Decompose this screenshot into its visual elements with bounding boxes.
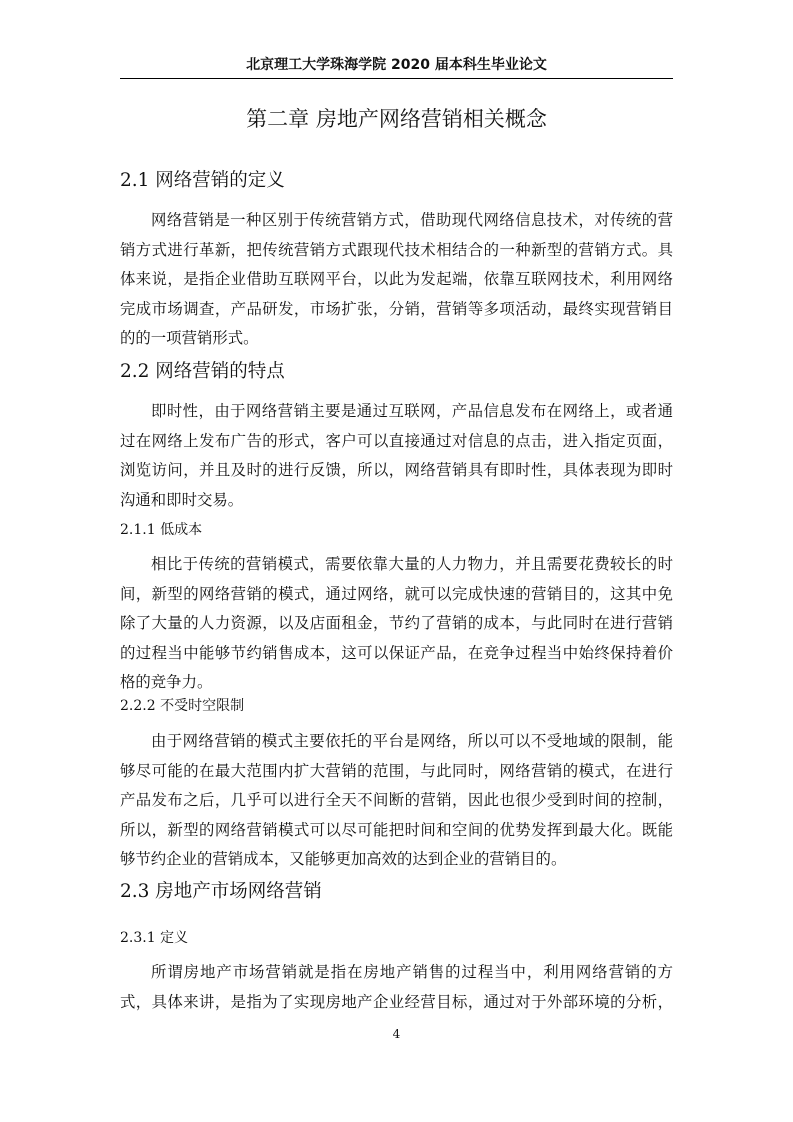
subsection-heading-2-3-1: 2.3.1 定义 <box>120 930 189 946</box>
paragraph-line: 即时性，由于网络营销主要是通过互联网，产品信息发布在网络上，或者通 <box>151 402 673 420</box>
paragraph-line: 够节约企业的营销成本，又能够更加高效的达到企业的营销目的。 <box>120 850 567 868</box>
paragraph-line: 相比于传统的营销模式，需要依靠大量的人力物力，并且需要花费较长的时 <box>151 555 673 573</box>
paragraph-line: 式，具体来讲，是指为了实现房地产企业经营目标，通过对于外部环境的分析， <box>120 992 673 1011</box>
paragraph-2-3-1 <box>120 958 673 1017</box>
paragraph-line: 格的竞争力。 <box>120 673 213 691</box>
subsection-heading-2-1-1: 2.1.1 低成本 <box>120 522 203 538</box>
paragraph-line: 浏览访问，并且及时的进行反馈，所以，网络营销具有即时性，具体表现为即时 <box>120 461 673 479</box>
paragraph-line: 由于网络营销的模式主要依托的平台是网络，所以可以不受地域的限制，能 <box>151 732 673 750</box>
paragraph-line: 的的一项营销形式。 <box>120 329 259 347</box>
header-rule <box>120 78 673 79</box>
paragraph-line: 体来说，是指企业借助互联网平台，以此为发起端，依靠互联网技术，利用网络 <box>120 270 673 288</box>
section-heading-2-3: 2.3 房地产市场网络营销 <box>120 881 322 902</box>
paragraph-2-2-2 <box>120 727 673 875</box>
running-header: 北京理工大学珠海学院 2020 届本科生毕业论文 <box>246 57 547 73</box>
paragraph-line: 销方式进行革新，把传统营销方式跟现代技术相结合的一种新型的营销方式。具 <box>120 240 673 259</box>
section-heading-2-1: 2.1 网络营销的定义 <box>120 170 285 191</box>
paragraph-2-2 <box>120 397 673 515</box>
chapter-title: 第二章 房地产网络营销相关概念 <box>246 107 547 131</box>
paragraph-line: 过在网络上发布广告的形式，客户可以直接通过对信息的点击，进入指定页面， <box>120 431 673 450</box>
paragraph-line: 所以，新型的网络营销模式可以尽可能把时间和空间的优势发挥到最大化。既能 <box>120 820 673 839</box>
paragraph-line: 完成市场调查，产品研发，市场扩张，分销，营销等多项活动，最终实现营销目 <box>120 299 673 318</box>
paragraph-line: 网络营销是一种区别于传统营销方式，借助现代网络信息技术，对传统的营 <box>151 211 673 229</box>
paragraph-line: 产品发布之后，几乎可以进行全天不间断的营销，因此也很少受到时间的控制， <box>120 791 673 809</box>
section-heading-2-2: 2.2 网络营销的特点 <box>120 361 285 382</box>
paragraph-line: 除了大量的人力资源，以及店面租金，节约了营销的成本，与此同时在进行营销 <box>120 614 673 632</box>
paragraph-line: 够尽可能的在最大范围内扩大营销的范围，与此同时，网络营销的模式，在进行 <box>120 761 673 780</box>
paragraph-line: 所谓房地产市场营销就是指在房地产销售的过程当中，利用网络营销的方 <box>151 963 673 981</box>
subsection-heading-2-2-2: 2.2.2 不受时空限制 <box>120 698 245 714</box>
page-number: 4 <box>392 1027 401 1041</box>
paragraph-line: 间，新型的网络营销的模式，通过网络，就可以完成快速的营销目的，这其中免 <box>120 584 673 603</box>
paragraph-2-1 <box>120 206 673 354</box>
paragraph-line: 的过程当中能够节约销售成本，这可以保证产品，在竞争过程当中始终保持着价 <box>120 643 673 662</box>
paragraph-line: 沟通和即时交易。 <box>120 490 244 509</box>
paragraph-2-1-1 <box>120 550 673 698</box>
